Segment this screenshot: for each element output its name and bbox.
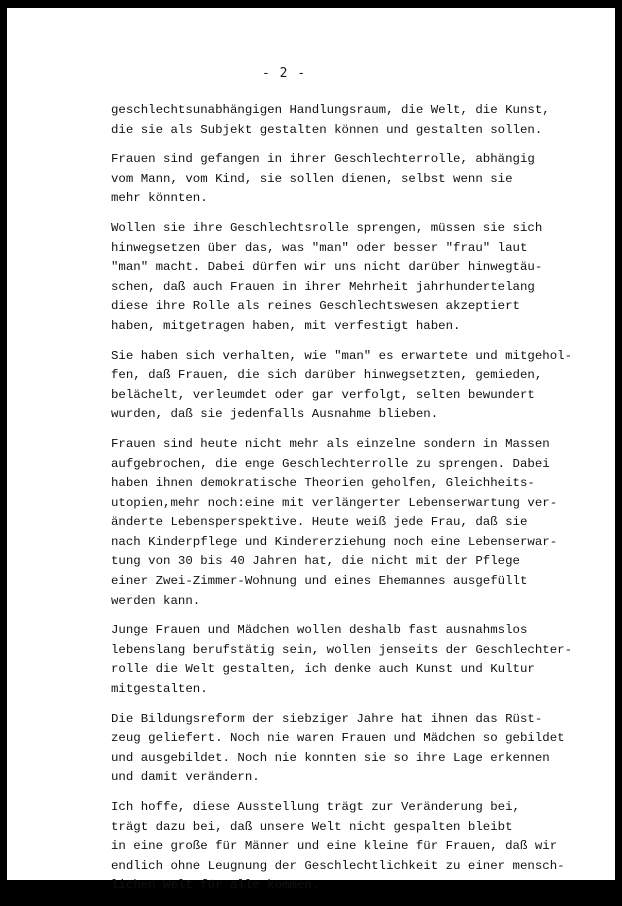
text-line: fen, daß Frauen, die sich darüber hinwegsetzten, gemieden, — [111, 368, 543, 383]
text-line: und ausgebildet. Noch nie konnten sie so ihre Lage erkennen — [111, 750, 550, 765]
text-line: mehr könnten. — [111, 191, 208, 206]
paragraph — [111, 798, 611, 896]
paragraph — [111, 101, 611, 140]
text-line: schen, daß auch Frauen in ihrer Mehrheit jahrhundertelang — [111, 279, 535, 294]
text-line: belächelt, verleumdet oder gar verfolgt, selten bewundert — [111, 387, 535, 402]
text-line: nach Kinderpflege und Kindererziehung noch eine Lebenserwar- — [111, 534, 558, 549]
text-line: aufgebrochen, die enge Geschlechterrolle zu sprengen. Dabei — [111, 456, 550, 471]
text-line: endlich ohne Leugnung der Geschlechtlichkeit zu einer mensch- — [111, 858, 565, 873]
text-line: änderte Lebensperspektive. Heute weiß jede Frau, daß sie — [111, 515, 528, 530]
paragraph — [111, 219, 611, 337]
text-line: wurden, daß sie jedenfalls Ausnahme blieben. — [111, 407, 439, 422]
text-line: haben ihnen demokratische Theorien geholfen, Gleichheits- — [111, 476, 535, 491]
text-line: Wollen sie ihre Geschlechtsrolle sprengen, müssen sie sich — [111, 220, 543, 235]
text-line: werden kann. — [111, 593, 201, 608]
paragraph — [111, 435, 611, 611]
text-line: Frauen sind heute nicht mehr als einzelne sondern in Massen — [111, 436, 550, 451]
text-line: geschlechtsunabhängigen Handlungsraum, die Welt, die Kunst, — [111, 103, 550, 117]
text-line: in eine große für Männer und eine kleine für Frauen, daß wir — [111, 839, 558, 854]
text-line: vom Mann, vom Kind, sie sollen dienen, selbst wenn sie — [111, 171, 513, 186]
text-line: trägt dazu bei, daß unsere Welt nicht gespalten bleibt — [111, 819, 513, 834]
text-line: Ich hoffe, diese Ausstellung trägt zur Veränderung bei, — [111, 800, 520, 814]
text-line: und damit verändern. — [111, 770, 260, 785]
text-line: rolle die Welt gestalten, ich denke auch Kunst und Kultur — [111, 662, 535, 677]
text-line: haben, mitgetragen haben, mit verfestigt haben. — [111, 318, 461, 333]
text-line: "man" macht. Dabei dürfen wir uns nicht darüber hinwegtäu- — [111, 260, 543, 275]
page-number: - 2 - — [262, 66, 307, 81]
text-line: Die Bildungsreform der siebziger Jahre hat ihnen das Rüst- — [111, 711, 543, 726]
text-line: die sie als Subjekt gestalten können und gestalten sollen. — [111, 122, 543, 137]
document-body — [111, 101, 611, 906]
paragraph — [111, 150, 611, 209]
text-line: Frauen sind gefangen in ihrer Geschlechterrolle, abhängig — [111, 152, 535, 167]
paragraph — [111, 710, 611, 788]
text-line: Junge Frauen und Mädchen wollen deshalb fast ausnahmslos — [111, 623, 528, 638]
text-line: einer Zwei-Zimmer-Wohnung und eines Ehemannes ausgefüllt — [111, 574, 528, 589]
text-line: lebenslang berufstätig sein, wollen jenseits der Geschlechter- — [111, 642, 573, 657]
text-line: Sie haben sich verhalten, wie "man" es erwartete und mitgehol- — [111, 348, 573, 363]
text-line: lichen Welt für alle kommen. — [111, 878, 320, 893]
paragraph — [111, 621, 611, 699]
text-line: mitgestalten. — [111, 682, 208, 697]
text-line: tung von 30 bis 40 Jahren hat, die nicht mit der Pflege — [111, 554, 520, 569]
paragraph — [111, 347, 611, 425]
text-line: utopien,mehr noch:eine mit verlängerter Lebenserwartung ver- — [111, 495, 558, 510]
text-line: hinwegsetzen über das, was "man" oder besser "frau" laut — [111, 240, 528, 255]
text-line: zeug geliefert. Noch nie waren Frauen und Mädchen so gebildet — [111, 731, 565, 746]
document-page — [7, 8, 615, 893]
text-line: diese ihre Rolle als reines Geschlechtswesen akzeptiert — [111, 299, 520, 314]
